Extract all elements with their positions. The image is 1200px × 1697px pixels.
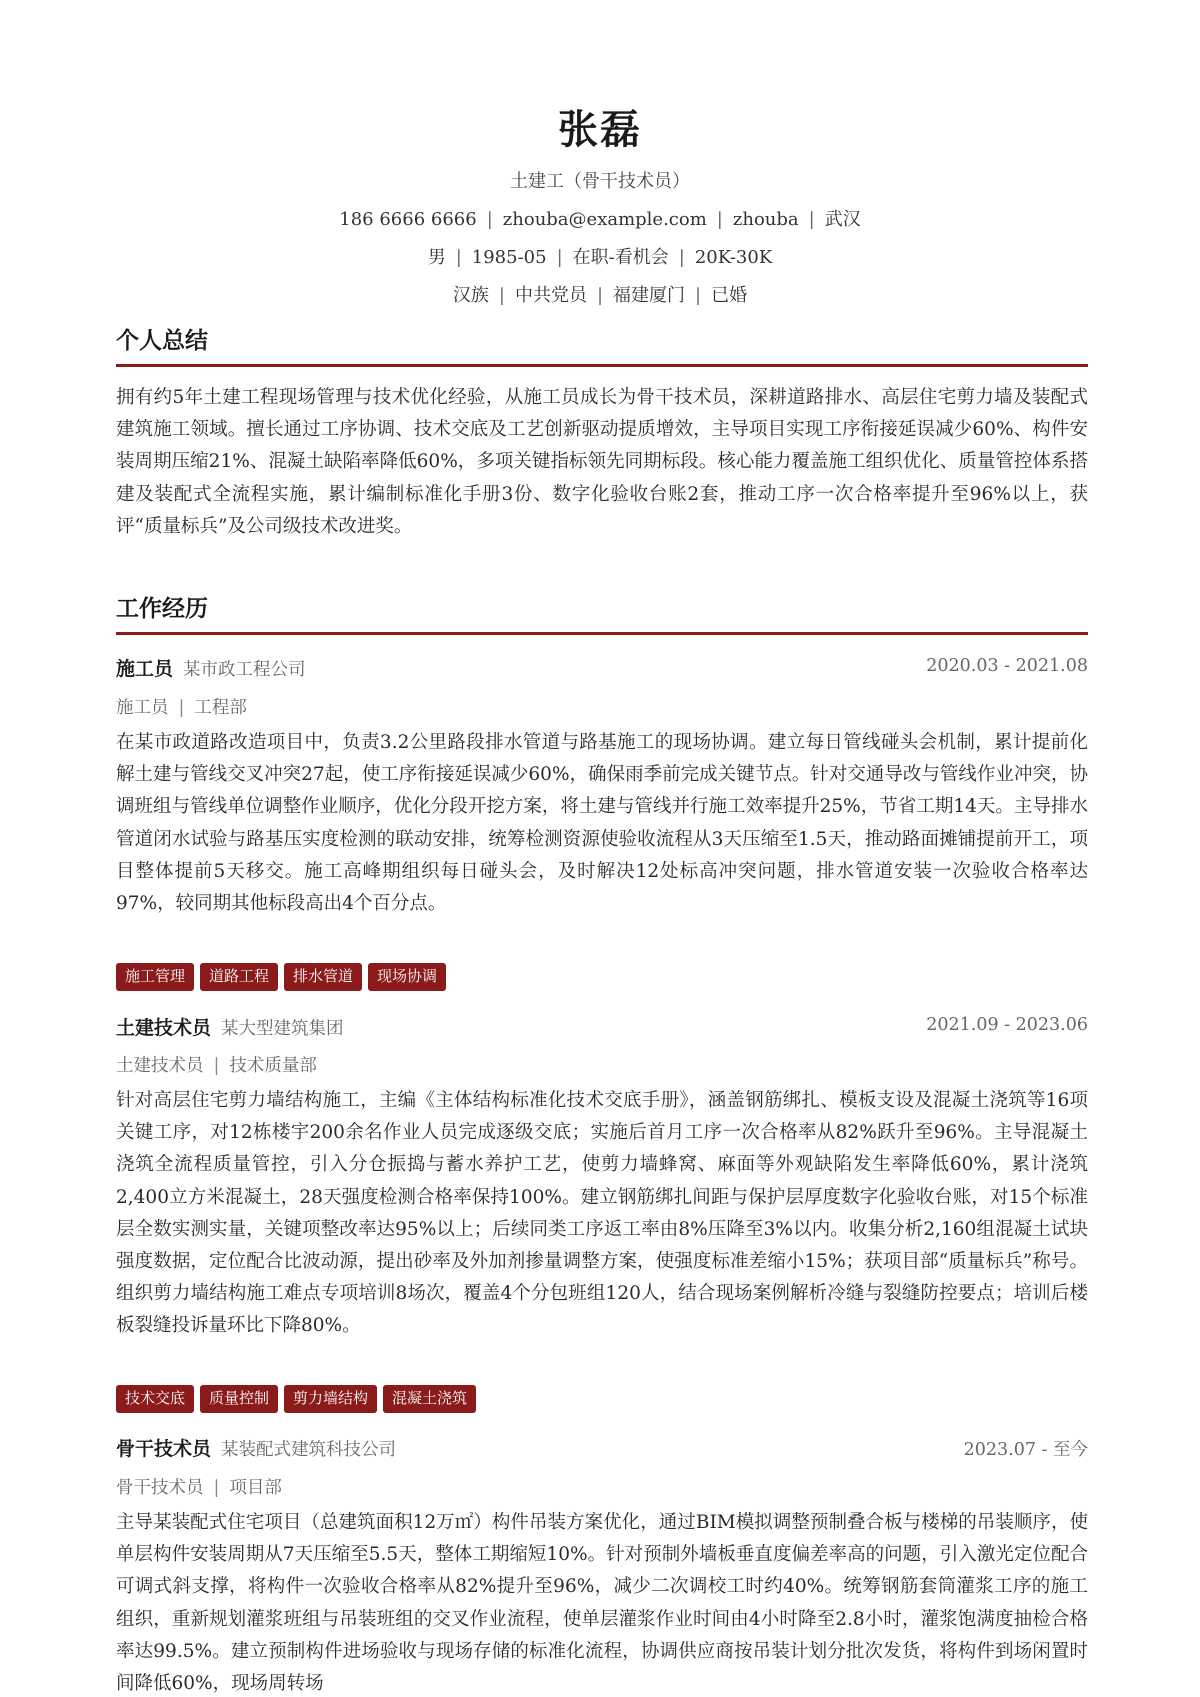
extra-info-line: 汉族 | 中共党员 | 福建厦门 | 已婚 bbox=[452, 285, 748, 306]
skill-tag: 道路工程 bbox=[200, 963, 278, 991]
summary-heading: 个人总结 bbox=[116, 327, 208, 354]
job-company: 某大型建筑集团 bbox=[221, 1019, 344, 1039]
job-role-line: 施工员 | 工程部 bbox=[116, 698, 247, 718]
job-description: 针对高层住宅剪力墙结构施工，主编《主体结构标准化技术交底手册》，涵盖钢筋绑扎、模板支设及混凝土浇筑等16项关键工序，对12栋楼宇200余名作业人员完成逐级交底；实施后首月工序一次合格率从82%跃升至96%。主导混凝土浇筑全流程质量管控，引入分仓振捣与蓄水养护工艺，使剪力墙蜂窝、麻面等外观缺陷发生率降低60%，累计浇筑2,400立方米混凝土，28天强度检测合格率保持100%。建立钢筋绑扎间距与保护层厚度数字化验收台账，对15个标准层全数实测实量，关键项整改率达95%以上；后续同类工序返工率由8%压降至3%以内。收集分析2,160组混凝土试块强度数据，定位配合比波动源，提出砂率及外加剂掺量调整方案，使强度标准差缩小15%；获项目部“质量标兵”称号。组织剪力墙结构施工难点专项培训8场次，覆盖4个分包班组120人，结合现场案例解析冷缝与裂缝防控要点；培训后楼板裂缝投诉量环比下降80%。 bbox=[116, 1090, 1088, 1337]
wechat: zhouba bbox=[732, 209, 799, 230]
experience-heading: 工作经历 bbox=[116, 595, 208, 622]
city: 武汉 bbox=[824, 209, 861, 230]
skill-tag: 排水管道 bbox=[284, 963, 362, 991]
job-position: 施工员 bbox=[116, 658, 174, 680]
job-department: 技术质量部 bbox=[229, 1056, 317, 1076]
job-description: 在某市政道路改造项目中，负责3.2公里路段排水管道与路基施工的现场协调。建立每日管线碰头会机制，累计提前化解土建与管线交叉冲突27起，使工序衔接延误减少60%，确保雨季前完成关键节点。针对交通导改与管线作业冲突，协调班组与管线单位调整作业顺序，优化分段开挖方案，将土建与管线并行施工效率提升25%，节省工期14天。主导排水管道闭水试验与路基压实度检测的联动安排，统筹检测资源使验收流程从3天压缩至1.5天，推动路面摊铺提前开工，项目整体提前5天移交。施工高峰期组织每日碰头会，及时解决12处标高冲突问题，排水管道安装一次验收合格率达97%，较同期其他标段高出4个百分点。 bbox=[116, 732, 1088, 915]
job-status: 在职-看机会 bbox=[572, 247, 669, 268]
basic-info-line: 男 | 1985-05 | 在职-看机会 | 20K-30K bbox=[427, 247, 773, 268]
salary: 20K-30K bbox=[694, 247, 773, 268]
gender: 男 bbox=[427, 247, 446, 268]
job-tags bbox=[116, 1385, 476, 1413]
job-role-line: 土建技术员 | 技术质量部 bbox=[116, 1056, 317, 1076]
job-date: 2020.03 - 2021.08 bbox=[926, 656, 1088, 676]
ethnicity: 汉族 bbox=[452, 285, 489, 306]
skill-tag: 质量控制 bbox=[200, 1385, 278, 1413]
experience-divider bbox=[116, 632, 1088, 635]
phone: 186 6666 6666 bbox=[339, 209, 477, 230]
marital-status: 已婚 bbox=[711, 285, 748, 306]
political-status: 中共党员 bbox=[514, 285, 587, 306]
skill-tag: 技术交底 bbox=[116, 1385, 194, 1413]
job-department: 项目部 bbox=[229, 1478, 282, 1498]
job-title-line: 土建工（骨干技术员） bbox=[510, 171, 690, 192]
birth: 1985-05 bbox=[471, 247, 547, 268]
job-company: 某装配式建筑科技公司 bbox=[221, 1440, 397, 1460]
job-role: 施工员 bbox=[116, 698, 169, 718]
job-date: 2023.07 - 至今 bbox=[963, 1440, 1088, 1460]
skill-tag: 现场协调 bbox=[368, 963, 446, 991]
job-position: 土建技术员 bbox=[116, 1017, 212, 1039]
summary-divider bbox=[116, 364, 1088, 367]
job-date: 2021.09 - 2023.06 bbox=[926, 1015, 1088, 1035]
job-position: 骨干技术员 bbox=[116, 1438, 212, 1460]
skill-tag: 剪力墙结构 bbox=[284, 1385, 377, 1413]
job-role-line: 骨干技术员 | 项目部 bbox=[116, 1478, 282, 1498]
job-department: 工程部 bbox=[194, 698, 247, 718]
job-role: 骨干技术员 bbox=[116, 1478, 204, 1498]
skill-tag: 施工管理 bbox=[116, 963, 194, 991]
email: zhouba@example.com bbox=[502, 209, 707, 230]
job-header bbox=[116, 1013, 1088, 1043]
summary-text: 拥有约5年土建工程现场管理与技术优化经验，从施工员成长为骨干技术员，深耕道路排水、高层住宅剪力墙及装配式建筑施工领域。擅长通过工序协调、技术交底及工艺创新驱动提质增效，主导项目实现工序衔接延误减少60%、构件安装周期压缩21%、混凝土缺陷率降低60%，多项关键指标领先同期标段。核心能力覆盖施工组织优化、质量管控体系搭建及装配式全流程实施，累计编制标准化手册3份、数字化验收台账2套，推动工序一次合格率提升至96%以上，获评“质量标兵”及公司级技术改进奖。 bbox=[116, 387, 1088, 537]
job-role: 土建技术员 bbox=[116, 1056, 204, 1076]
job-header bbox=[116, 654, 1088, 684]
job-header bbox=[116, 1434, 1088, 1464]
skill-tag: 混凝土浇筑 bbox=[383, 1385, 476, 1413]
job-description: 主导某装配式住宅项目（总建筑面积12万㎡）构件吊装方案优化，通过BIM模拟调整预制叠合板与楼梯的吊装顺序，使单层构件安装周期从7天压缩至5.5天，整体工期缩短10%。针对预制外墙板垂直度偏差率高的问题，引入激光定位配合可调式斜支撑，将构件一次验收合格率从82%提升至96%，减少二次调校工时约40%。统筹钢筋套筒灌浆工序的施工组织，重新规划灌浆班组与吊装班组的交叉作业流程，使单层灌浆作业时间由4小时降至2.8小时，灌浆饱满度抽检合格率达99.5%。建立预制构件进场验收与现场存储的标准化流程，协调供应商按吊装计划分批次发货，将构件到场闲置时间降低60%，现场周转场 bbox=[116, 1512, 1088, 1695]
contact-line: 186 6666 6666 | zhouba@example.com | zhouba | 武汉 bbox=[339, 209, 861, 230]
hometown: 福建厦门 bbox=[613, 285, 686, 306]
job-company: 某市政工程公司 bbox=[183, 660, 306, 680]
candidate-name: 张磊 bbox=[558, 106, 642, 153]
job-tags bbox=[116, 963, 446, 991]
